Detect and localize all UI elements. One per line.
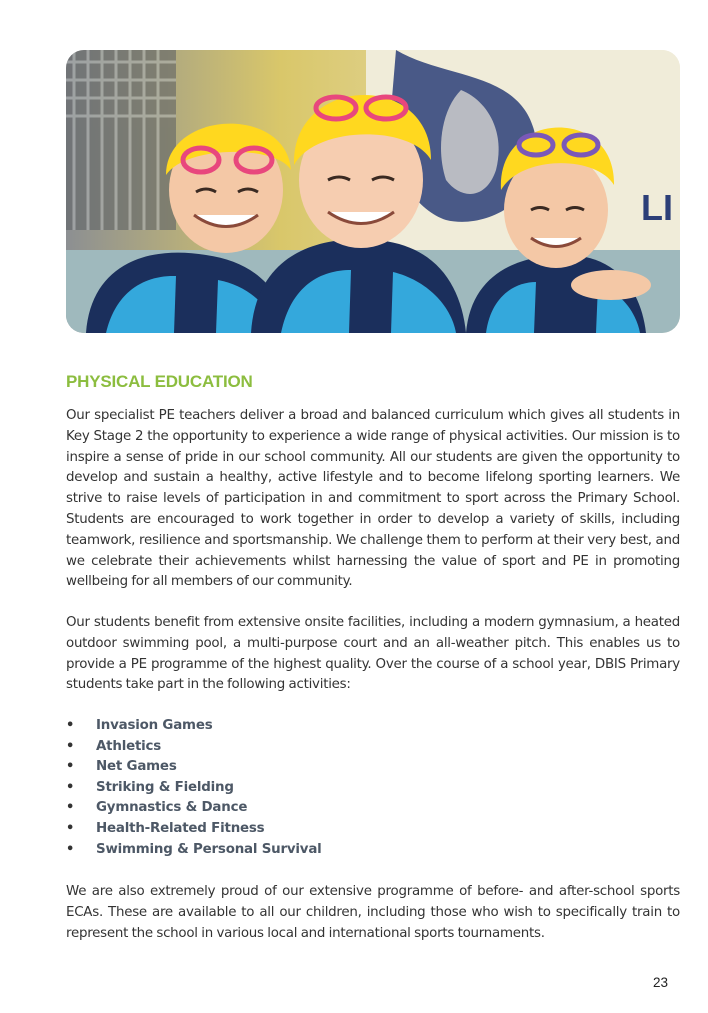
list-item: [66, 737, 466, 758]
bullet-icon: •: [66, 841, 75, 857]
activity-label: Swimming & Personal Survival: [96, 841, 322, 857]
activity-label: Health-Related Fitness: [96, 820, 265, 836]
activity-label: Net Games: [96, 759, 177, 775]
banner-letters: LI: [641, 187, 673, 228]
ecas-paragraph: We are also extremely proud of our extensive programme of before- and after-school sports ECAs. These are available to all our children, including those who wish to specifically train to represent the school in various local and international sports tournaments.: [66, 884, 680, 941]
section-heading: PHYSICAL EDUCATION: [66, 372, 253, 391]
list-item: [66, 778, 466, 799]
hero-photo: [66, 50, 680, 333]
bullet-icon: •: [66, 718, 75, 733]
facilities-paragraph: Our students benefit from extensive onsite facilities, including a modern gymnasium, a heated outdoor swimming pool, a multi-purpose court and an all-weather pitch. This enables us to provide a PE programme of the highest quality. Over the course of a school year, DBIS Primary students take part in the following activities:: [66, 615, 680, 693]
bullet-icon: •: [66, 759, 75, 775]
activity-label: Gymnastics & Dance: [96, 800, 248, 816]
page-number: 23: [652, 975, 668, 990]
activity-label: Striking & Fielding: [96, 779, 234, 795]
bullet-icon: •: [66, 779, 75, 795]
activity-label: Athletics: [96, 738, 162, 754]
bullet-icon: •: [66, 800, 75, 816]
list-item: [66, 840, 466, 861]
activity-label: Invasion Games: [96, 718, 213, 733]
list-item: [66, 716, 466, 737]
bullet-icon: •: [66, 820, 75, 836]
intro-paragraph: Our specialist PE teachers deliver a broad and balanced curriculum which gives all students in Key Stage 2 the opportunity to experience a wide range of physical activities. Our mission is to inspire a sense of pride in our school community. All our students are given the opportunity to develop and sustain a healthy, active lifestyle and to become lifelong sporting learners. We strive to raise levels of participation in and commitment to sport across the Primary School. Students are encouraged to work together in order to develop a variety of skills, including teamwork, resilience and sportsmanship. We challenge them to perform at their very best, and we celebrate their achievements whilst harnessing the value of sport and PE in promoting wellbeing for all members of our community.: [66, 408, 680, 590]
list-item: [66, 757, 466, 778]
bullet-icon: •: [66, 738, 75, 754]
activities-list: [66, 716, 466, 860]
list-item: [66, 819, 466, 840]
children-swimmers-image: [66, 50, 680, 333]
list-item: [66, 798, 466, 819]
